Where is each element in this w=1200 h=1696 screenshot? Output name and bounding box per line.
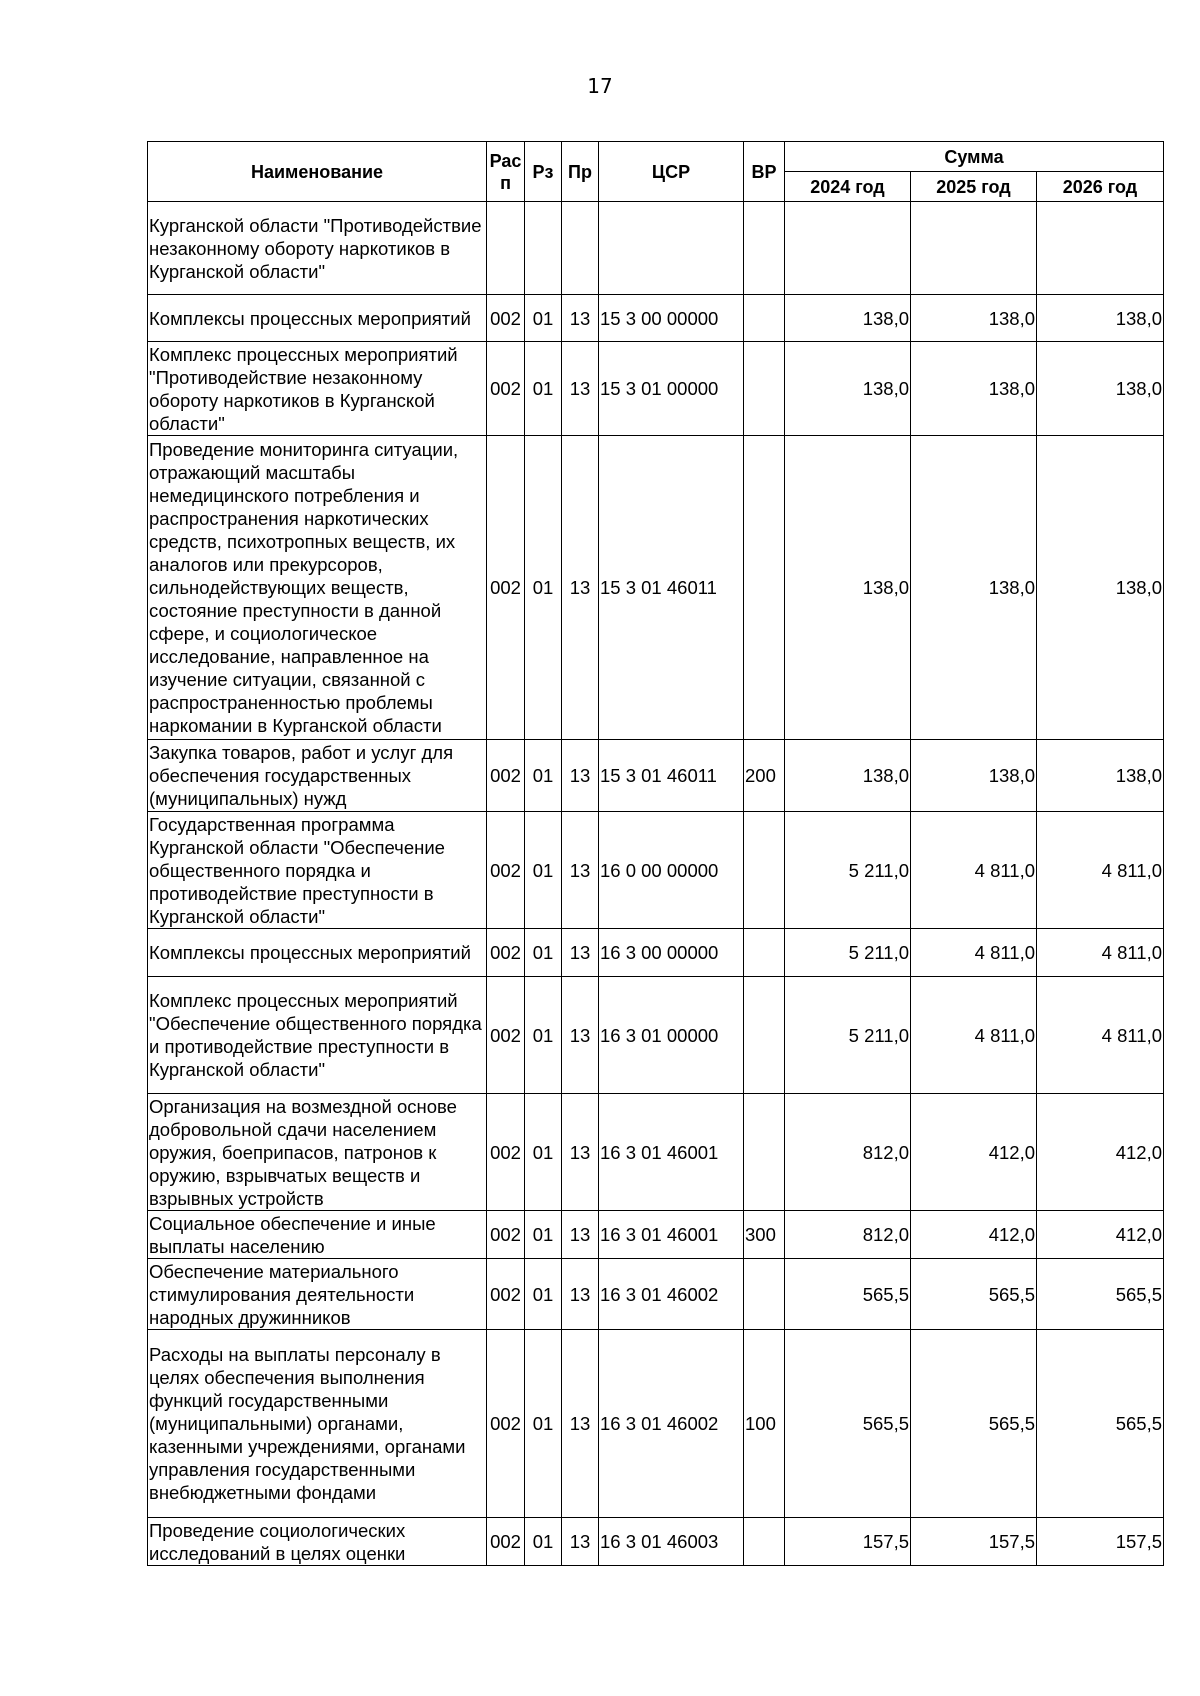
row-vr bbox=[744, 342, 785, 436]
row-vr: 100 bbox=[744, 1330, 785, 1518]
row-rz: 01 bbox=[525, 1518, 562, 1566]
row-name: Социальное обеспечение и иные выплаты населению bbox=[148, 1211, 487, 1259]
row-sum-2026: 412,0 bbox=[1037, 1094, 1164, 1211]
row-name: Закупка товаров, работ и услуг для обеспечения государственных (муниципальных) нужд bbox=[148, 740, 487, 812]
row-sum-2026: 138,0 bbox=[1037, 436, 1164, 740]
row-csr: 16 3 01 46001 bbox=[599, 1094, 744, 1211]
row-sum-2025: 4 811,0 bbox=[911, 977, 1037, 1094]
row-sum-2026: 157,5 bbox=[1037, 1518, 1164, 1566]
row-pr: 13 bbox=[562, 929, 599, 977]
row-sum-2025: 412,0 bbox=[911, 1094, 1037, 1211]
row-pr: 13 bbox=[562, 812, 599, 929]
row-rz: 01 bbox=[525, 1211, 562, 1259]
row-rasp: 002 bbox=[487, 1094, 525, 1211]
row-rz bbox=[525, 202, 562, 295]
header-vr: ВР bbox=[744, 142, 785, 202]
row-sum-2025: 138,0 bbox=[911, 295, 1037, 342]
row-rz: 01 bbox=[525, 1259, 562, 1330]
row-sum-2024: 138,0 bbox=[785, 295, 911, 342]
row-pr bbox=[562, 202, 599, 295]
budget-table bbox=[147, 141, 1164, 1566]
row-name: Курганской области "Противодействие незаконному обороту наркотиков в Курганской области" bbox=[148, 202, 487, 295]
row-sum-2024: 812,0 bbox=[785, 1094, 911, 1211]
header-year-2025: 2025 год bbox=[911, 172, 1037, 202]
row-sum-2025: 412,0 bbox=[911, 1211, 1037, 1259]
row-rz: 01 bbox=[525, 295, 562, 342]
row-name: Проведение мониторинга ситуации, отражающий масштабы немедицинского потребления и распространения наркотических средств, психотропных веществ, их аналогов или прекурсоров, сильнодействующих веществ, состояние преступности в данной сфере, и социологическое исследование, направленное на изучение ситуации, связанной с распространенностью проблемы наркомании в Курганской области bbox=[148, 436, 487, 740]
row-rasp: 002 bbox=[487, 1259, 525, 1330]
row-sum-2026: 4 811,0 bbox=[1037, 812, 1164, 929]
row-sum-2025: 138,0 bbox=[911, 436, 1037, 740]
table-row bbox=[148, 977, 1164, 1094]
table-row bbox=[148, 342, 1164, 436]
row-sum-2024: 565,5 bbox=[785, 1259, 911, 1330]
row-sum-2024: 812,0 bbox=[785, 1211, 911, 1259]
row-rasp bbox=[487, 202, 525, 295]
row-csr: 15 3 01 46011 bbox=[599, 740, 744, 812]
row-csr: 15 3 01 46011 bbox=[599, 436, 744, 740]
row-name: Комплексы процессных мероприятий bbox=[148, 929, 487, 977]
row-sum-2025: 4 811,0 bbox=[911, 929, 1037, 977]
row-pr: 13 bbox=[562, 1094, 599, 1211]
row-rasp: 002 bbox=[487, 812, 525, 929]
row-rz: 01 bbox=[525, 812, 562, 929]
row-name: Проведение социологических исследований в целях оценки bbox=[148, 1518, 487, 1566]
row-sum-2024 bbox=[785, 202, 911, 295]
row-vr bbox=[744, 929, 785, 977]
row-pr: 13 bbox=[562, 1330, 599, 1518]
row-rasp: 002 bbox=[487, 295, 525, 342]
row-vr bbox=[744, 812, 785, 929]
row-rz: 01 bbox=[525, 436, 562, 740]
row-sum-2024: 157,5 bbox=[785, 1518, 911, 1566]
row-name: Расходы на выплаты персоналу в целях обеспечения выполнения функций государственными (муниципальными) органами, казенными учреждениями, органами управления государственными внебюджетными фондами bbox=[148, 1330, 487, 1518]
row-vr bbox=[744, 202, 785, 295]
row-rz: 01 bbox=[525, 1094, 562, 1211]
row-sum-2026: 412,0 bbox=[1037, 1211, 1164, 1259]
header-rz: Рз bbox=[525, 142, 562, 202]
table-row bbox=[148, 202, 1164, 295]
row-csr: 16 3 01 00000 bbox=[599, 977, 744, 1094]
header-pr: Пр bbox=[562, 142, 599, 202]
table-row bbox=[148, 1330, 1164, 1518]
row-rz: 01 bbox=[525, 977, 562, 1094]
row-pr: 13 bbox=[562, 740, 599, 812]
row-sum-2025: 4 811,0 bbox=[911, 812, 1037, 929]
row-name: Комплексы процессных мероприятий bbox=[148, 295, 487, 342]
row-pr: 13 bbox=[562, 342, 599, 436]
table-row bbox=[148, 929, 1164, 977]
row-csr: 16 3 01 46001 bbox=[599, 1211, 744, 1259]
row-rasp: 002 bbox=[487, 929, 525, 977]
row-rasp: 002 bbox=[487, 342, 525, 436]
row-rz: 01 bbox=[525, 1330, 562, 1518]
row-pr: 13 bbox=[562, 295, 599, 342]
row-sum-2025: 565,5 bbox=[911, 1330, 1037, 1518]
row-rasp: 002 bbox=[487, 1330, 525, 1518]
row-rasp: 002 bbox=[487, 436, 525, 740]
row-rasp: 002 bbox=[487, 1518, 525, 1566]
row-sum-2024: 138,0 bbox=[785, 342, 911, 436]
table-row bbox=[148, 1259, 1164, 1330]
row-name: Государственная программа Курганской области "Обеспечение общественного порядка и противодействие преступности в Курганской области" bbox=[148, 812, 487, 929]
row-csr: 16 3 00 00000 bbox=[599, 929, 744, 977]
row-sum-2024: 5 211,0 bbox=[785, 977, 911, 1094]
row-sum-2024: 5 211,0 bbox=[785, 929, 911, 977]
row-rasp: 002 bbox=[487, 977, 525, 1094]
row-sum-2025: 138,0 bbox=[911, 342, 1037, 436]
row-sum-2024: 138,0 bbox=[785, 740, 911, 812]
row-rasp: 002 bbox=[487, 1211, 525, 1259]
row-vr bbox=[744, 295, 785, 342]
row-csr: 16 3 01 46002 bbox=[599, 1330, 744, 1518]
row-name: Комплекс процессных мероприятий "Противодействие незаконному обороту наркотиков в Курганской области" bbox=[148, 342, 487, 436]
header-name: Наименование bbox=[148, 142, 487, 202]
row-sum-2024: 565,5 bbox=[785, 1330, 911, 1518]
row-sum-2026: 565,5 bbox=[1037, 1259, 1164, 1330]
header-year-2024: 2024 год bbox=[785, 172, 911, 202]
row-csr: 16 3 01 46003 bbox=[599, 1518, 744, 1566]
row-sum-2025: 565,5 bbox=[911, 1259, 1037, 1330]
row-sum-2024: 138,0 bbox=[785, 436, 911, 740]
row-pr: 13 bbox=[562, 1518, 599, 1566]
row-vr bbox=[744, 1259, 785, 1330]
page-number: 17 bbox=[587, 74, 613, 98]
row-sum-2026: 4 811,0 bbox=[1037, 977, 1164, 1094]
row-pr: 13 bbox=[562, 1259, 599, 1330]
row-csr: 15 3 01 00000 bbox=[599, 342, 744, 436]
row-sum-2026: 138,0 bbox=[1037, 342, 1164, 436]
row-sum-2026: 565,5 bbox=[1037, 1330, 1164, 1518]
row-sum-2025: 157,5 bbox=[911, 1518, 1037, 1566]
row-rasp: 002 bbox=[487, 740, 525, 812]
row-csr: 15 3 00 00000 bbox=[599, 295, 744, 342]
table-row bbox=[148, 1211, 1164, 1259]
row-sum-2026: 4 811,0 bbox=[1037, 929, 1164, 977]
table-row bbox=[148, 1094, 1164, 1211]
row-rz: 01 bbox=[525, 929, 562, 977]
row-rz: 01 bbox=[525, 740, 562, 812]
header-rasp: Рас п bbox=[487, 142, 525, 202]
table-row bbox=[148, 1518, 1164, 1566]
row-sum-2025: 138,0 bbox=[911, 740, 1037, 812]
table-row bbox=[148, 740, 1164, 812]
row-pr: 13 bbox=[562, 977, 599, 1094]
row-vr bbox=[744, 436, 785, 740]
row-name: Комплекс процессных мероприятий "Обеспечение общественного порядка и противодействие преступности в Курганской области" bbox=[148, 977, 487, 1094]
header-csr: ЦСР bbox=[599, 142, 744, 202]
row-pr: 13 bbox=[562, 436, 599, 740]
row-sum-2026: 138,0 bbox=[1037, 740, 1164, 812]
row-sum-2024: 5 211,0 bbox=[785, 812, 911, 929]
row-vr: 300 bbox=[744, 1211, 785, 1259]
row-csr: 16 3 01 46002 bbox=[599, 1259, 744, 1330]
row-sum-2026: 138,0 bbox=[1037, 295, 1164, 342]
row-name: Организация на возмездной основе добровольной сдачи населением оружия, боеприпасов, патронов к оружию, взрывчатых веществ и взрывных устройств bbox=[148, 1094, 487, 1211]
row-csr bbox=[599, 202, 744, 295]
table-row bbox=[148, 295, 1164, 342]
row-csr: 16 0 00 00000 bbox=[599, 812, 744, 929]
row-pr: 13 bbox=[562, 1211, 599, 1259]
row-sum-2026 bbox=[1037, 202, 1164, 295]
row-rz: 01 bbox=[525, 342, 562, 436]
header-sum: Сумма bbox=[785, 142, 1164, 172]
row-vr bbox=[744, 1094, 785, 1211]
row-vr: 200 bbox=[744, 740, 785, 812]
table-row bbox=[148, 436, 1164, 740]
row-vr bbox=[744, 977, 785, 1094]
row-sum-2025 bbox=[911, 202, 1037, 295]
row-name: Обеспечение материального стимулирования деятельности народных дружинников bbox=[148, 1259, 487, 1330]
table-row bbox=[148, 812, 1164, 929]
header-year-2026: 2026 год bbox=[1037, 172, 1164, 202]
row-vr bbox=[744, 1518, 785, 1566]
